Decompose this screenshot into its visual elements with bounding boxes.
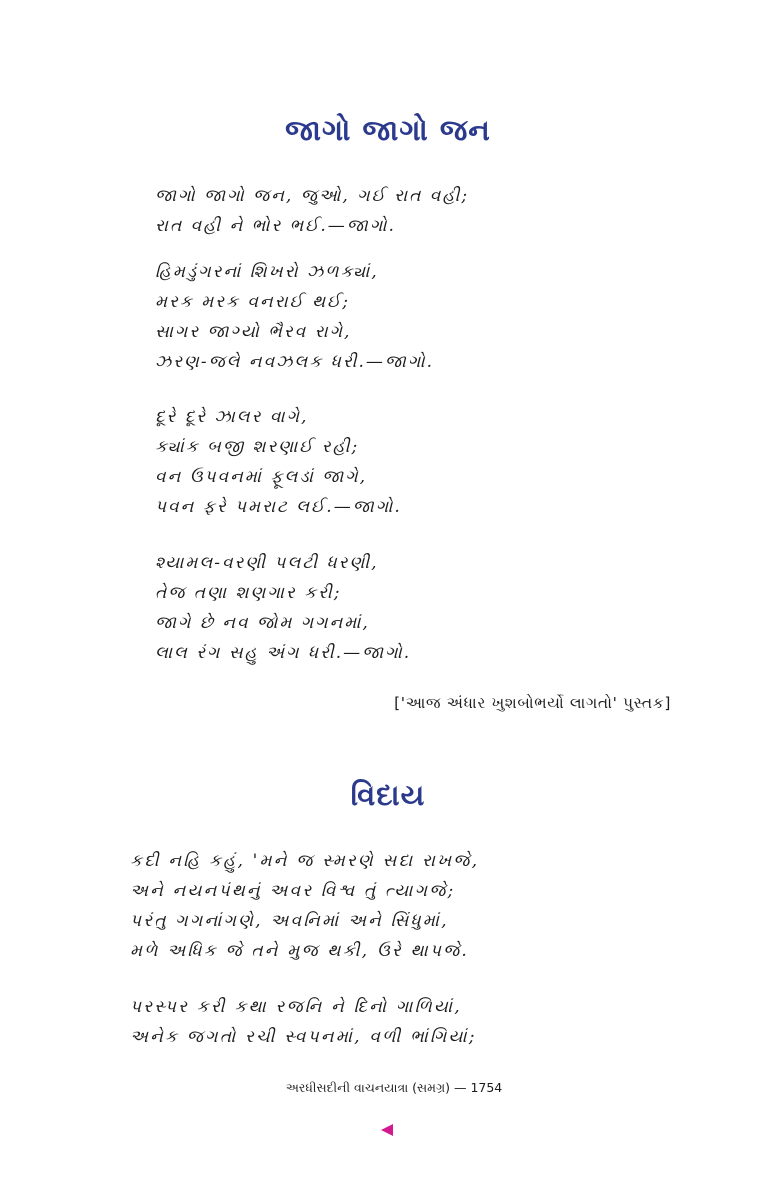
poem-line: પરસ્પર કરી કથા રજનિ ને દિનો ગાળિયાં, [130,997,462,1017]
poem-stanza [130,846,650,966]
poem-stanza [155,402,675,522]
poem-line: પવન ફરે પમરાટ લઈ.—જાગો. [155,497,402,517]
poem-line: ઝરણ-જલે નવઝલક ધરી.—જાગો. [155,352,434,372]
source-citation: ['આજ અંધાર ખુશબોભર્યો લાગતો' પુસ્તક] [394,694,671,712]
poem-line: સાગર જાગ્યો ભૈરવ રાગે, [155,322,352,342]
poem-title: જાગો જાગો જન [285,113,491,147]
poem-line: અને નયનપંથનું અવર વિશ્વ તું ત્યાગજે; [130,881,456,901]
poem-line: રાત વહી ને ભોર ભઈ.—જાગો. [155,216,396,236]
poem-line: તેજ તણા શણગાર કરી; [155,583,342,603]
poem-line: મરક મરક વનરાઈ થઈ; [155,292,351,312]
poem-line: હિમડુંગરનાં શિખરો ઝળક્યાં, [155,262,379,282]
poem-line: વન ઉપવનમાં ફૂલડાં જાગે, [155,467,368,487]
page-footer: અરધીસદીની વાચનયાત્રા (સમગ્ર) — 1754 [285,1080,503,1095]
poem-line: શ્યામલ-વરણી પલટી ધરણી, [155,553,379,573]
poem-stanza [155,257,675,377]
poem-line: જાગો જાગો જન, જુઓ, ગઈ રાત વહી; [155,186,470,206]
triangle-left-icon[interactable] [381,1124,393,1136]
poem-line: લાલ રંગ સહુ અંગ ધરી.—જાગો. [155,643,412,663]
poem-line: દૂરે દૂરે ઝાલર વાગે, [155,407,309,427]
poem-line: જાગે છે નવ જોમ ગગનમાં, [155,613,370,633]
poem-stanza [155,181,675,241]
poem-line: અનેક જગતો રચી સ્વપનમાં, વળી ભાંગિયાં; [130,1027,477,1047]
poem-line: કદી નહિ કહું, 'મને જ સ્મરણે સદા રાખજે, [130,851,480,871]
poem-line: પરંતુ ગગનાંગણે, અવનિમાં અને સિંધુમાં, [130,911,449,931]
poem-line: ક્યાંક બજી શરણાઈ રહી; [155,437,360,457]
poem-stanza [155,548,675,668]
poem-line: મળે અધિક જે તને મુજ થકી, ઉરે થાપજે. [130,941,470,961]
poem-title: વિદાય [350,778,426,812]
poem-stanza [130,992,650,1052]
